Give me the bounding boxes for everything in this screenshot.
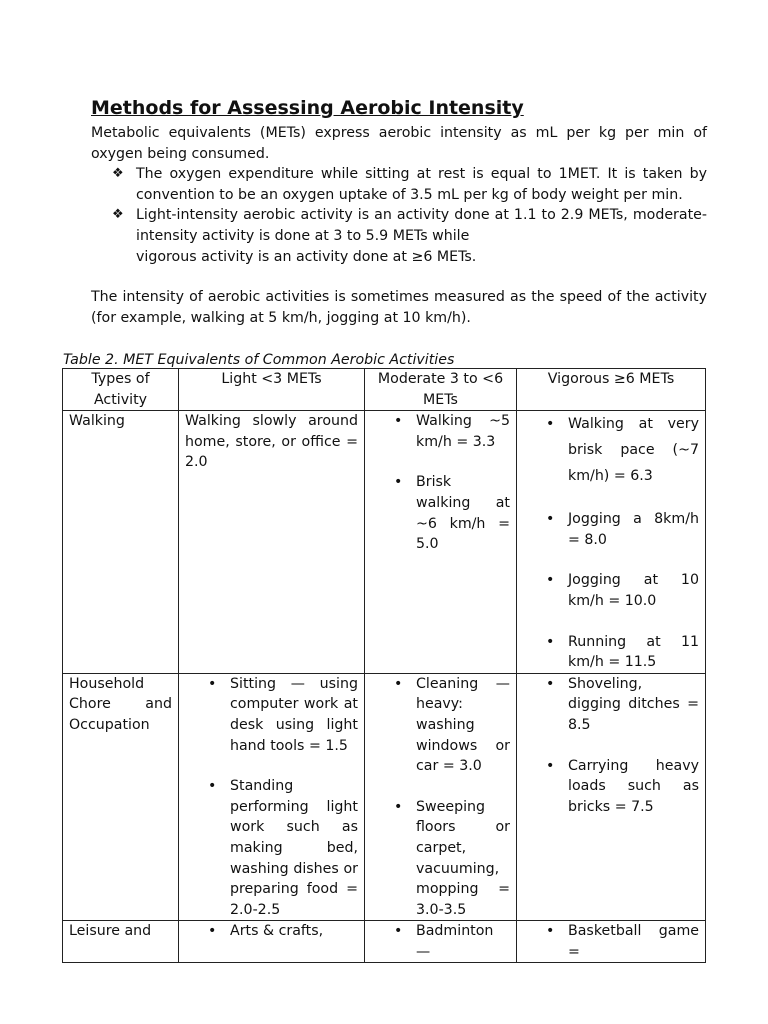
list-item: • Cleaning — heavy: washing windows or car = 3.0 (394, 675, 510, 775)
list-item: • Brisk walking at ~6 km/h = 5.0 (394, 474, 510, 553)
met-definition-list (91, 164, 707, 267)
list-item: • Walking ~5 km/h = 3.3 (394, 413, 510, 450)
met-table (62, 368, 706, 963)
bullet-icon: • (546, 416, 555, 433)
bullet-icon: • (546, 572, 555, 589)
bullet-icon: • (546, 923, 555, 940)
list-item: • Shoveling, digging ditches = 8.5 (546, 675, 699, 733)
list-item: • Standing performing light work such as making bed, washing dishes or preparing food = 2.0-2.5 (208, 778, 358, 918)
light-cell (179, 921, 365, 963)
table-header-row (63, 369, 706, 411)
bullet-icon: • (208, 778, 217, 795)
light-cell (179, 673, 365, 921)
bullet-icon: • (394, 413, 403, 430)
activity-type-cell: Leisure and (63, 921, 179, 963)
vigorous-cell (517, 921, 706, 963)
bullet-icon: • (208, 675, 217, 692)
vigorous-cell (517, 673, 706, 921)
activity-type-cell: Walking (63, 411, 179, 674)
bullet-icon: • (546, 757, 555, 774)
list-item: • Carrying heavy loads such as bricks = 7.5 (546, 757, 699, 815)
speed-paragraph: The intensity of aerobic activities is sometimes measured as the speed of the activity (for example, walking at 5 km/h, jogging at 10 km/h). (91, 289, 707, 326)
list-item: • Running at 11 km/h = 11.5 (546, 633, 699, 671)
vigorous-cell (517, 411, 706, 674)
column-header: Light <3 METs (179, 369, 365, 411)
list-item: ❖ The oxygen expenditure while sitting at rest is equal to 1MET. It is taken by convention to be an oxygen uptake of 3.5 mL per kg of body weight per min. (112, 166, 707, 203)
document-body (63, 96, 707, 371)
list-item: • Sitting — using computer work at desk using light hand tools = 1.5 (208, 675, 358, 754)
list-item: • Basketball game = (546, 923, 699, 960)
list-item: • Sweeping floors or carpet, vacuuming, mopping = 3.0-3.5 (394, 798, 510, 918)
bullet-icon: • (394, 474, 403, 491)
list-item: • Jogging a 8km/h = 8.0 (546, 511, 699, 548)
list-item: • Arts & crafts, (230, 921, 358, 942)
table-caption: Table 2. MET Equivalents of Common Aerobic Activities (63, 352, 455, 369)
table-row (63, 673, 706, 921)
list-item: • Jogging at 10 km/h = 10.0 (546, 572, 699, 609)
column-header: Types of Activity (63, 369, 179, 411)
intro-paragraph: Metabolic equivalents (METs) express aerobic intensity as mL per kg per min of oxygen being consumed. (91, 125, 707, 162)
light-cell: Walking slowly around home, store, or office = 2.0 (179, 411, 365, 674)
bullet-icon: • (546, 675, 555, 692)
bullet-icon: • (546, 511, 555, 528)
table-row (63, 921, 706, 963)
moderate-cell (365, 411, 517, 674)
list-item: • Badminton — (394, 923, 494, 960)
moderate-cell (365, 921, 517, 963)
diamond-bullet-icon: ❖ (112, 207, 124, 223)
bullet-icon: • (394, 923, 403, 940)
bullet-icon: • (208, 923, 217, 940)
bullet-icon: • (394, 675, 403, 692)
bullet-icon: • (546, 633, 555, 650)
moderate-cell (365, 673, 517, 921)
diamond-bullet-icon: ❖ (112, 166, 124, 182)
column-header: Moderate 3 to <6 METs (365, 369, 517, 411)
list-item: • Walking at very brisk pace (~7 km/h) = 6.3 (568, 411, 699, 489)
list-item: ❖ Light-intensity aerobic activity is an activity done at 1.1 to 2.9 METs, moderate-intensity activity is done at 3 to 5.9 METs while vigorous activity is an activity done at ≥6 METs. (112, 207, 707, 265)
bullet-icon: • (394, 798, 403, 815)
table-row (63, 411, 706, 674)
column-header: Vigorous ≥6 METs (517, 369, 706, 411)
page-title: Methods for Assessing Aerobic Intensity (91, 97, 524, 119)
activity-type-cell: Household Chore and Occupation (63, 673, 179, 921)
